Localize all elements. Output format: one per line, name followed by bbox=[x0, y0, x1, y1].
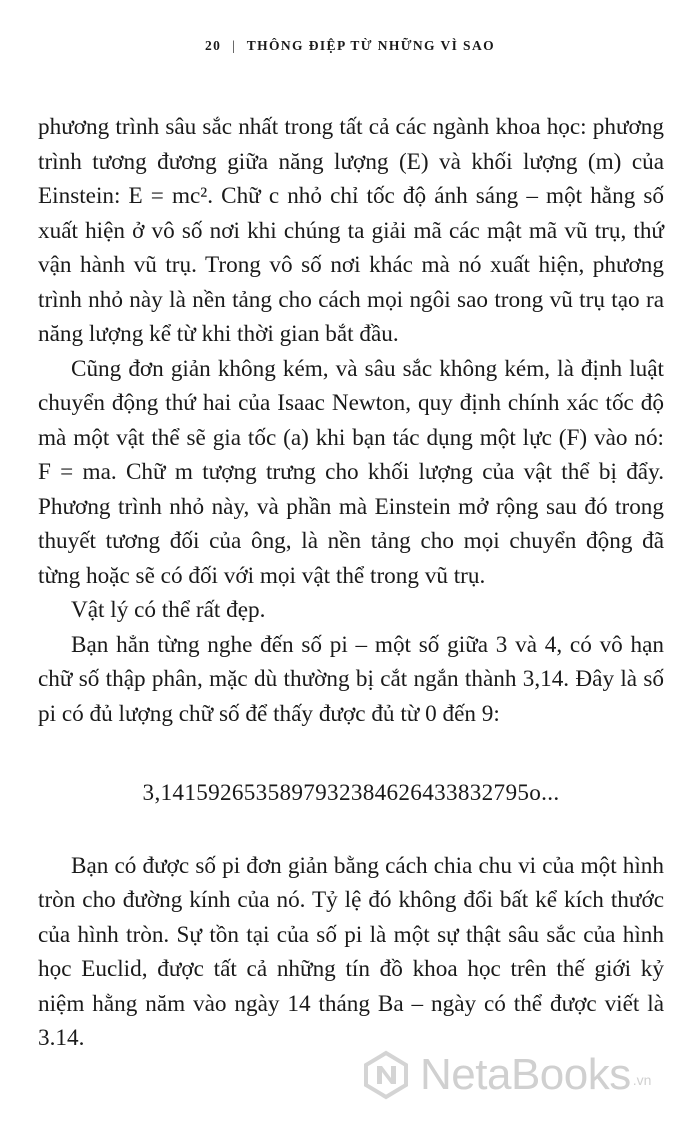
book-title: THÔNG ĐIỆP TỪ NHỮNG VÌ SAO bbox=[246, 38, 496, 53]
watermark bbox=[360, 1050, 651, 1100]
header-separator: | bbox=[232, 38, 237, 53]
paragraph-1: phương trình sâu sắc nhất trong tất cả các ngành khoa học: phương trình tương đương giữa năng lượng (E) và khối lượng (m) của Einstein: E = mc². Chữ c nhỏ chỉ tốc độ ánh sáng – một hằng số xuất hiện ở vô số nơi khi chúng ta giải mã các mật mã vũ trụ, thứ vận hành vũ trụ. Trong vô số nơi khác mà nó xuất hiện, phương trình nhỏ này là nền tảng cho cách mọi ngôi sao trong vũ trụ tạo ra năng lượng kể từ khi thời gian bắt đầu. bbox=[38, 114, 664, 347]
watermark-brand: NetaBooks bbox=[420, 1050, 631, 1099]
paragraph-2: Cũng đơn giản không kém, và sâu sắc không kém, là định luật chuyển động thứ hai của Isaac Newton, quy định chính xác tốc độ mà một vật thể sẽ gia tốc (a) khi bạn tác dụng một lực (F) vào nó: F = ma. Chữ m tượng trưng cho khối lượng của vật thể bị đẩy. Phương trình nhỏ này, và phần mà Einstein mở rộng sau đó trong thuyết tương đối của ông, là nền tảng cho mọi chuyển động đã từng hoặc sẽ có đối với mọi vật thể trong vũ trụ. bbox=[38, 355, 664, 589]
netabooks-logo-icon bbox=[360, 1049, 412, 1101]
pi-digits: 3,1415926535897932384626433832795o... bbox=[142, 780, 560, 806]
paragraph-4: Bạn hẳn từng nghe đến số pi – một số giữa 3 và 4, có vô hạn chữ số thập phân, mặc dù thường bị cắt ngắn thành 3,14. Đây là số pi có đủ lượng chữ số để thấy được đủ từ 0 đến 9: bbox=[38, 631, 664, 727]
page-number: 20 bbox=[204, 38, 222, 53]
paragraph-5: Bạn có được số pi đơn giản bằng cách chia chu vi của một hình tròn cho đường kính của nó. Tỷ lệ đó không đổi bất kể kích thước của hình tròn. Sự tồn tại của số pi là một sự thật sâu sắc của hình học Euclid, được tất cả những tín đồ khoa học trên thế giới kỷ niệm hằng năm vào ngày 14 tháng Ba – ngày có thể được viết là 3.14. bbox=[38, 852, 664, 1051]
running-header bbox=[0, 38, 700, 54]
page-body bbox=[38, 110, 664, 1056]
paragraph-3: Vật lý có thể rất đẹp. bbox=[71, 597, 266, 623]
watermark-tld: .vn bbox=[632, 1072, 652, 1088]
